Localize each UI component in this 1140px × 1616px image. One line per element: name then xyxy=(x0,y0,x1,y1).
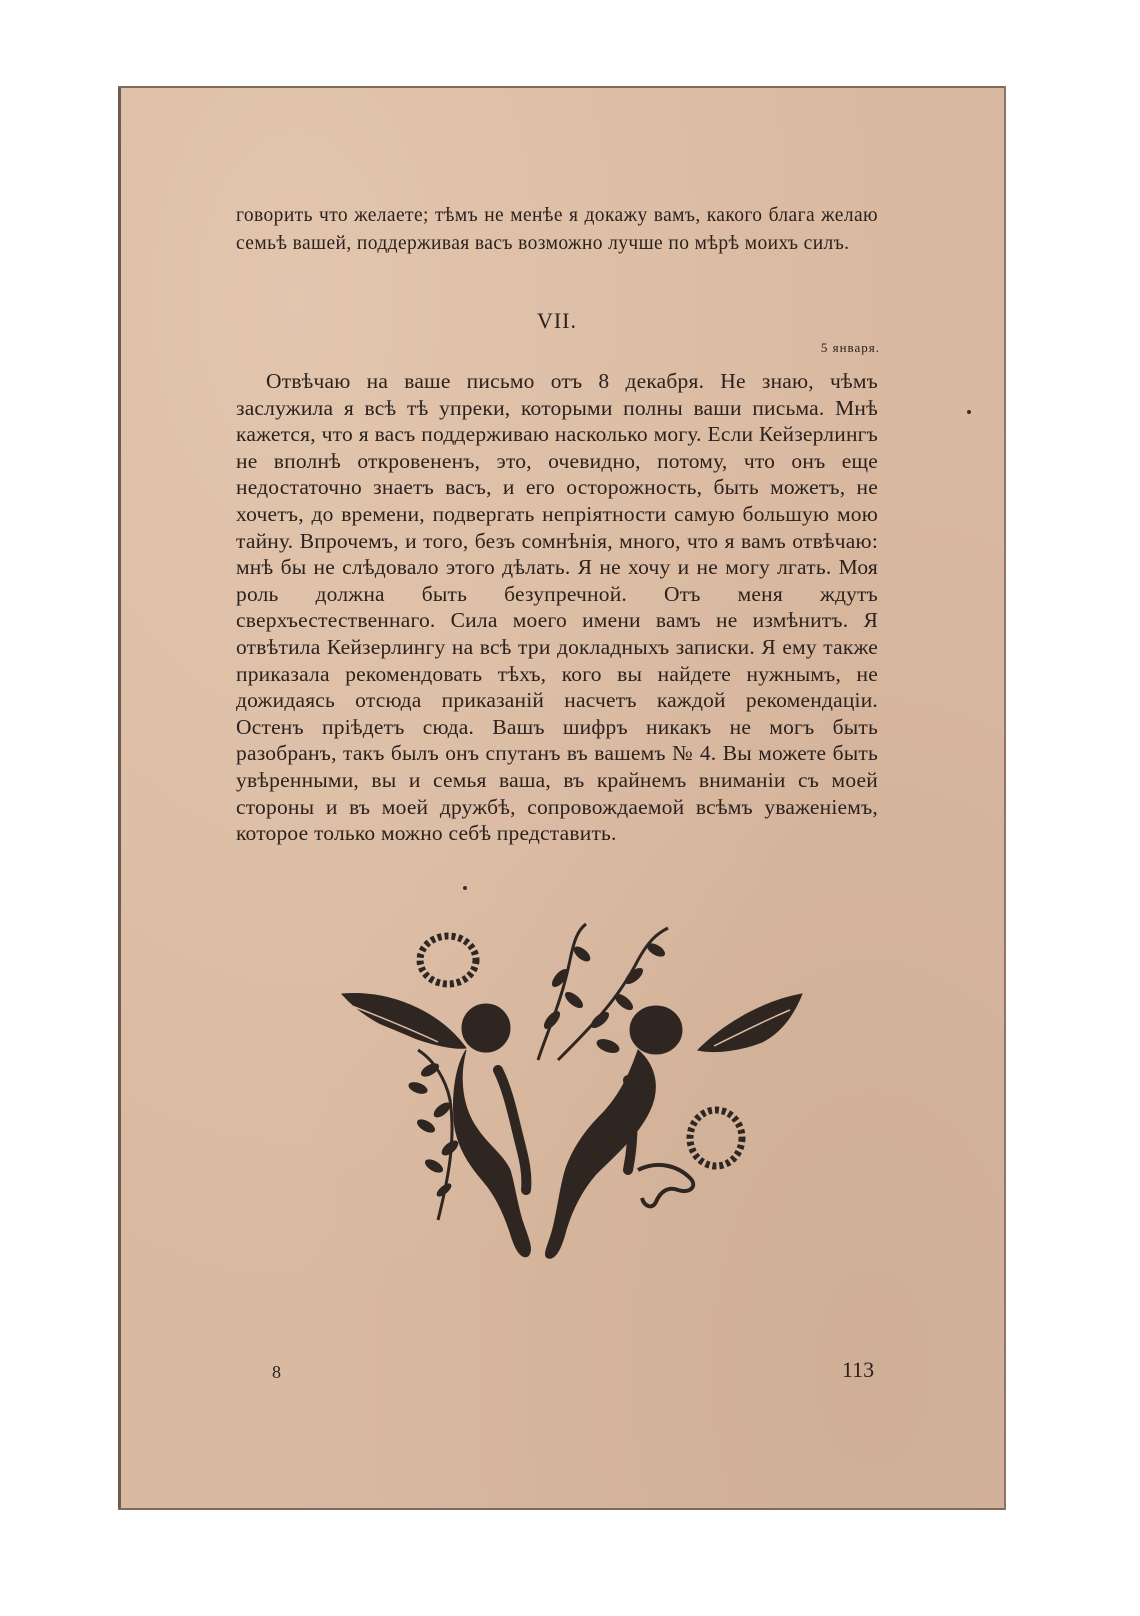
section-heading: VII. xyxy=(536,308,578,333)
scan-edge-left xyxy=(118,86,121,1510)
signature-mark: 8 xyxy=(272,1362,281,1382)
scan-edge-right xyxy=(1004,86,1006,1510)
ink-speck xyxy=(967,410,971,414)
continuation-paragraph: говорить что желаете; тѣмъ не менѣе я докажу вамъ, какого блага желаю семьѣ вашей, поддерживая васъ возможно лучше по мѣрѣ моихъ силъ. xyxy=(236,205,878,254)
cherub-ornament-icon xyxy=(338,920,806,1270)
scan-edge-top xyxy=(118,86,1006,88)
letter-body: Отвѣчаю на ваше письмо отъ 8 декабря. Не знаю, чѣмъ заслужила я всѣ тѣ упреки, которыми полны ваши письма. Мнѣ кажется, что я васъ поддерживаю насколько могу. Если Кейзерлингъ не вполнѣ откровененъ, это, очевидно, потому, что онъ еще недостаточно знаетъ васъ, и его осторожность, быть можетъ, не хочетъ, до времени, подвергать непріятности самую большую мою тайну. Впрочемъ, и того, безъ сомнѣнія, много, что я вамъ отвѣчаю: мнѣ бы не слѣдовало этого дѣлать. Я не хочу и не могу лгать. Моя роль должна быть безупречной. Отъ меня ждутъ сверхъестественнаго. Сила моего имени вамъ не измѣнитъ. Я отвѣтила Кейзерлингу на всѣ три докладныхъ записки. Я ему также приказала рекомендовать тѣхъ, кого вы найдете нужнымъ, не дожидаясь отсюда приказаній насчетъ каждой рекомендаціи. Остенъ пріѣдетъ сюда. Вашъ шифръ никакъ не могъ быть разобранъ, такъ былъ онъ спутанъ въ вашемъ № 4. Вы можете быть увѣренными, вы и семья ваша, въ крайнемъ вниманіи съ моей стороны и въ моей дружбѣ, сопровождаемой всѣмъ уваженіемъ, которое только можно себѣ представить. xyxy=(236,369,878,846)
letter-date: 5 января. xyxy=(820,340,880,355)
scan-edge-bottom xyxy=(118,1508,1006,1510)
page-number: 113 xyxy=(842,1357,875,1382)
ink-speck xyxy=(463,886,467,890)
